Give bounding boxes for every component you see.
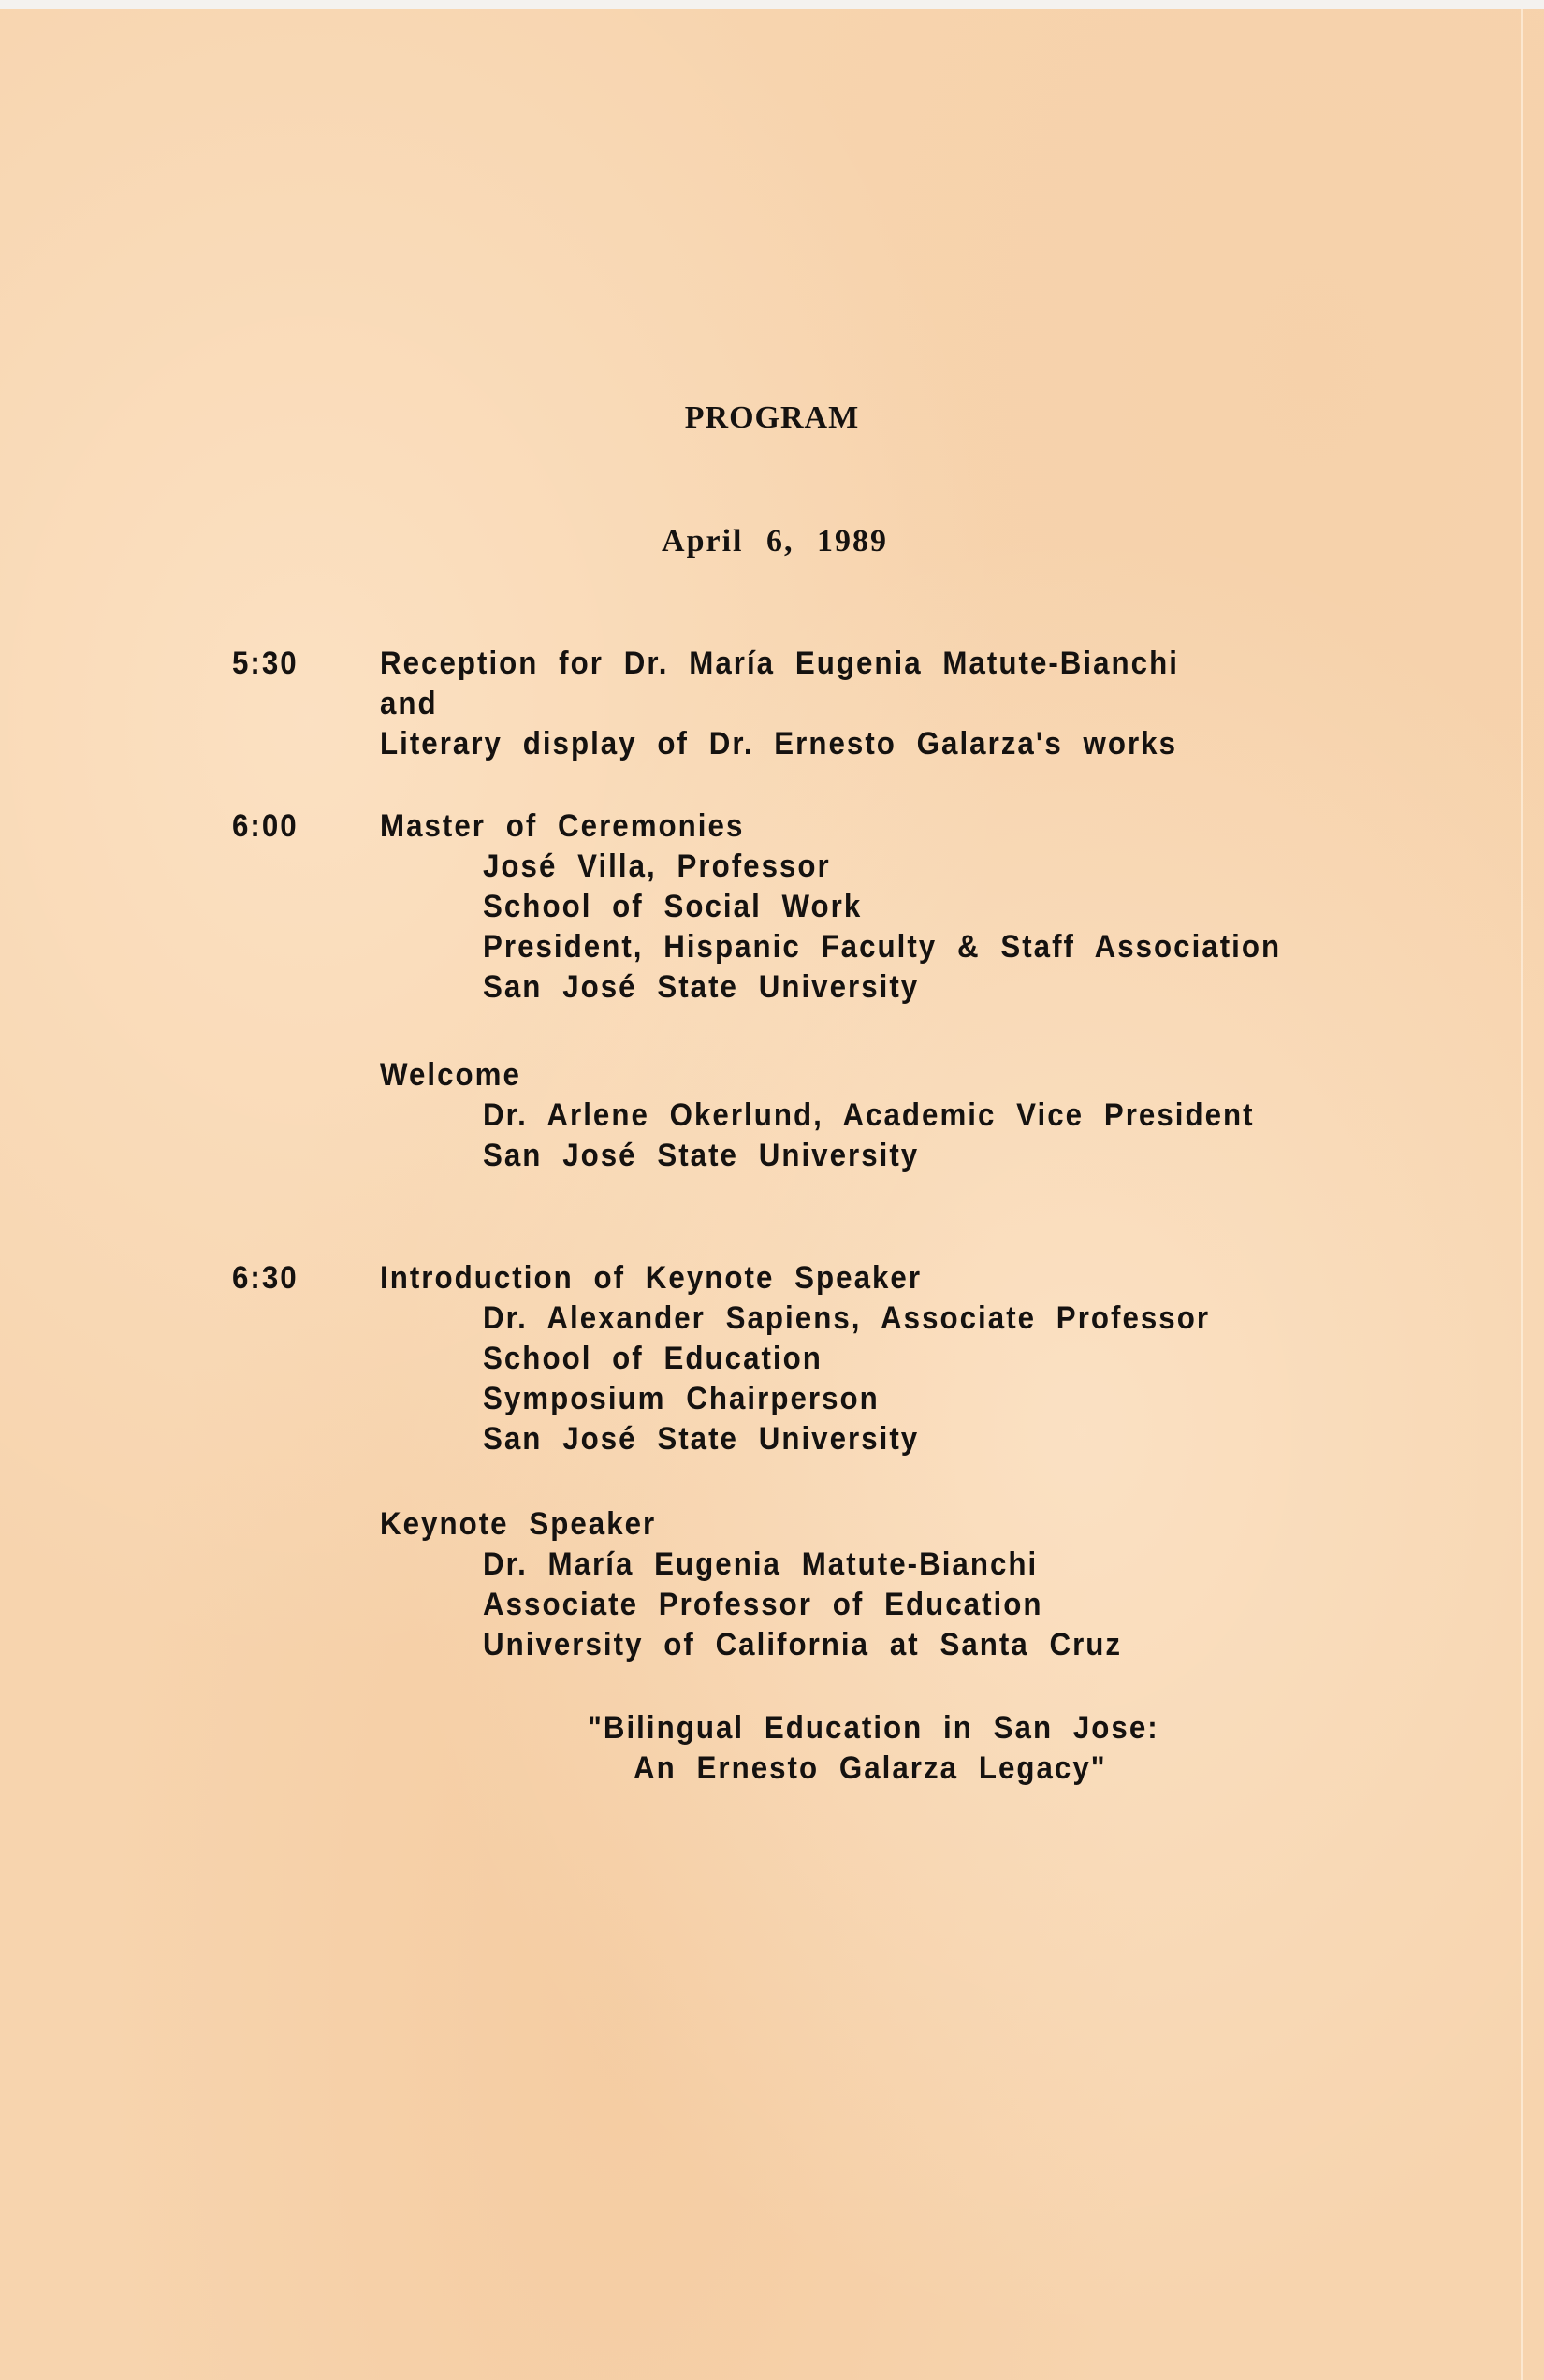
reception-line: Literary display of Dr. Ernesto Galarza's works	[380, 726, 1178, 762]
introduction-heading: Introduction of Keynote Speaker	[380, 1260, 923, 1296]
reception-heading: Reception for Dr. María Eugenia Matute-Bianchi	[380, 646, 1179, 681]
keynote-line: Associate Professor of Education	[483, 1587, 1043, 1622]
introduction-line: Dr. Alexander Sapiens, Associate Professor	[483, 1300, 1211, 1336]
talk-title-line: "Bilingual Education in San Jose:	[588, 1710, 1159, 1746]
welcome-heading: Welcome	[380, 1057, 521, 1093]
moc-line: San José State University	[483, 969, 920, 1005]
introduction-line: San José State University	[483, 1421, 920, 1457]
moc-line: José Villa, Professor	[483, 849, 831, 884]
scan-top-edge	[0, 0, 1544, 9]
keynote-heading: Keynote Speaker	[380, 1506, 657, 1542]
moc-line: President, Hispanic Faculty & Staff Association	[483, 929, 1282, 965]
welcome-line: Dr. Arlene Okerlund, Academic Vice President	[483, 1097, 1255, 1133]
page-title: PROGRAM	[684, 400, 860, 435]
introduction-line: Symposium Chairperson	[483, 1381, 880, 1416]
keynote-line: Dr. María Eugenia Matute-Bianchi	[483, 1546, 1039, 1582]
event-date: April 6, 1989	[662, 524, 888, 559]
program-page	[0, 9, 1544, 2380]
paper-fold	[1521, 9, 1523, 2380]
time-600: 6:00	[232, 808, 299, 844]
welcome-line: San José State University	[483, 1138, 920, 1173]
master-of-ceremonies-heading: Master of Ceremonies	[380, 808, 745, 844]
talk-title-line: An Ernesto Galarza Legacy"	[634, 1750, 1107, 1786]
introduction-line: School of Education	[483, 1341, 823, 1376]
time-630: 6:30	[232, 1260, 299, 1296]
keynote-line: University of California at Santa Cruz	[483, 1627, 1123, 1662]
time-530: 5:30	[232, 646, 299, 681]
moc-line: School of Social Work	[483, 889, 863, 924]
reception-line: and	[380, 686, 438, 721]
